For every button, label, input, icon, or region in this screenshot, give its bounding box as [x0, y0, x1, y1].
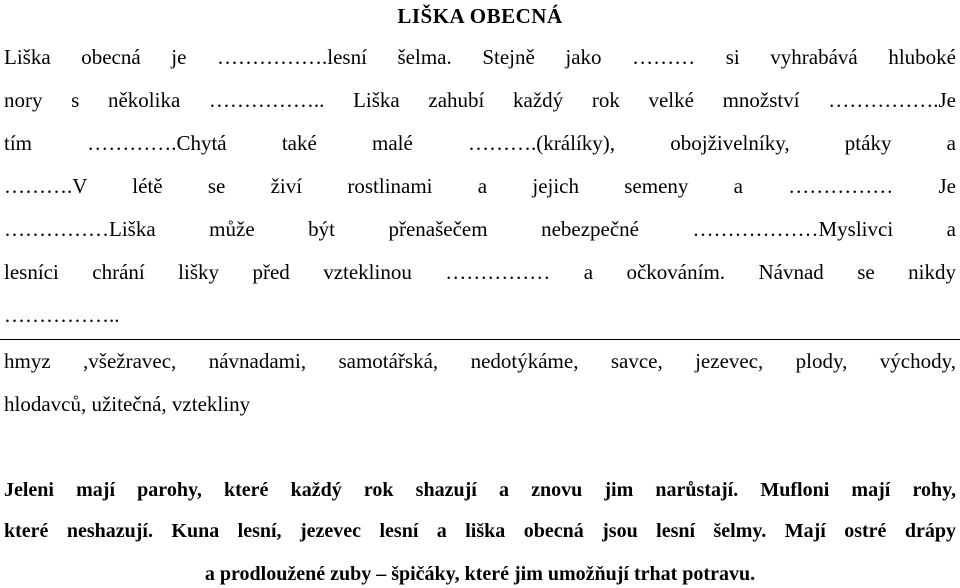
word-bank-line-1: hmyz ,všežravec, návnadami, samotářská, nedotýkáme, savce, jezevec, plody, východy, [4, 349, 956, 373]
text-line-2: nory s několika …………….. Liška zahubí každý rok velké množství …………….Je [4, 88, 956, 112]
text-line-3: tím ………….Chytá také malé ……….(králíky), obojživelníky, ptáky a [4, 131, 956, 155]
text-line-1: Liška obecná je …………….lesní šelma. Stejně jako ……… si vyhrabává hluboké [4, 45, 956, 69]
divider-line [0, 339, 960, 340]
text-line-5: ……………Liška může být přenašečem nebezpečné ………………Myslivci a [4, 217, 956, 241]
word-bank-line-2: hlodavců, užitečná, vztekliny [4, 392, 251, 416]
text-line-6: lesníci chrání lišky před vzteklinou …………… a očkováním. Návnad se nikdy [4, 260, 956, 284]
text-line-7: …………….. [4, 303, 120, 327]
info-line-1: Jeleni mají parohy, které každý rok shazují a znovu jim narůstají. Mufloni mají rohy, [4, 479, 956, 501]
info-line-3: a prodloužené zuby – špičáky, které jim umožňují trhat potravu. [204, 563, 756, 585]
info-line-2: které neshazují. Kuna lesní, jezevec lesní a liška obecná jsou lesní šelmy. Mají ostré drápy [4, 520, 956, 542]
text-line-4: ……….V létě se živí rostlinami a jejich semeny a …………… Je [4, 174, 956, 198]
page-title: LIŠKA OBECNÁ [397, 4, 563, 28]
